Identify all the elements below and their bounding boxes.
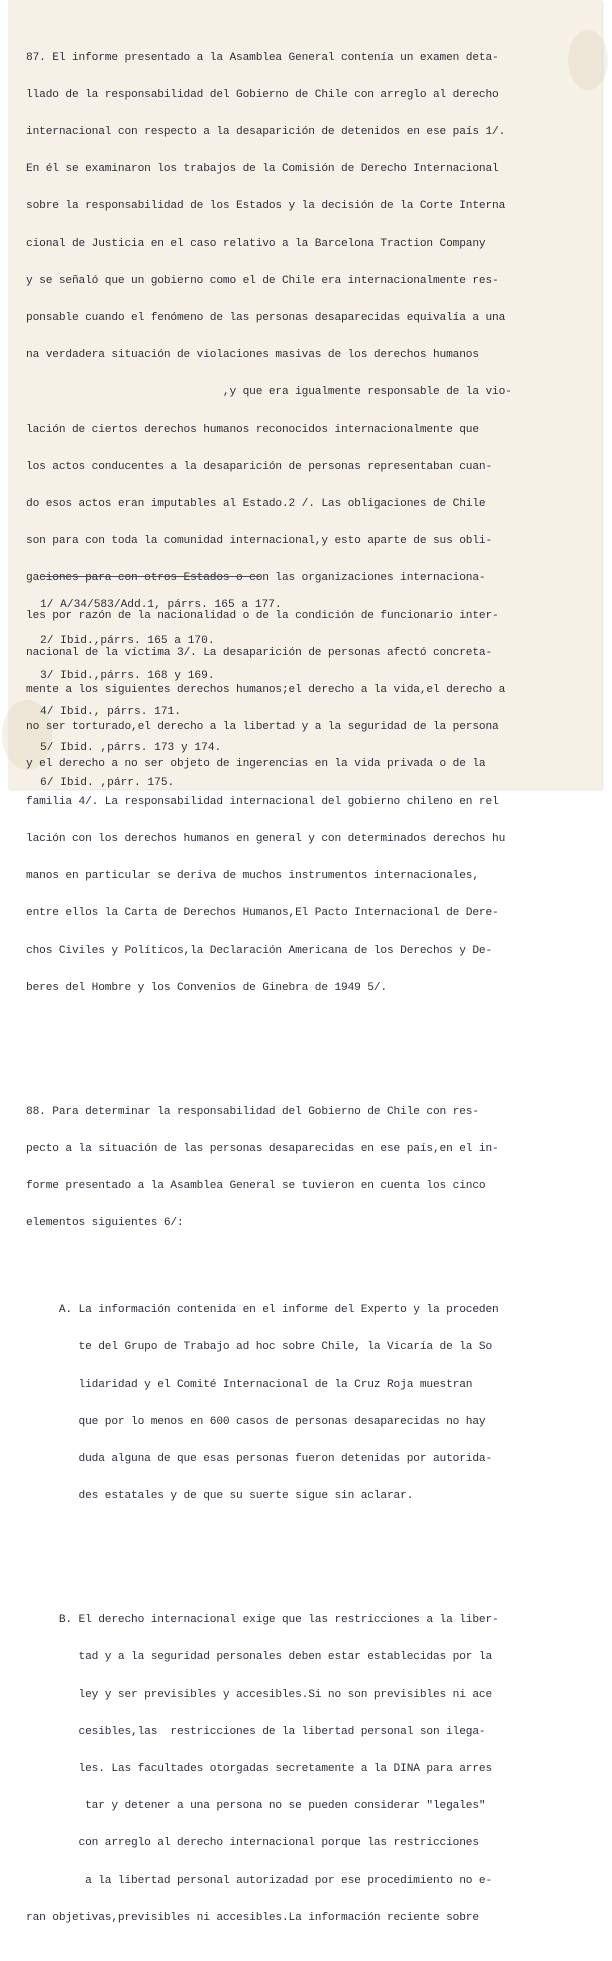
text-line: chos Civiles y Políticos,la Declaración Americana de los Derechos y De- (26, 944, 493, 957)
text-line: llado de la responsabilidad del Gobierno de Chile con arreglo al derecho (26, 88, 499, 101)
footnote-6: 6/ Ibid. ,párr. 175. (40, 777, 175, 790)
footnote-5: 5/ Ibid. ,párrs. 173 y 174. (40, 741, 222, 754)
footnote-1: 1/ A/34/583/Add.1, párrs. 165 a 177. (40, 599, 282, 612)
text-line: ponsable cuando el fenómeno de las personas desaparecidas equivalía a una (26, 312, 506, 325)
text-line: mente a los siguientes derechos humanos;el derecho a la vida,el derecho a (26, 684, 506, 697)
text-line: cional de Justicia en el caso relativo a la Barcelona Traction Company (26, 237, 486, 250)
text-line: B. El derecho internacional exige que las restricciones a la liber- (26, 1614, 499, 1627)
text-line: na verdadera situación de violaciones masivas de los derechos humanos (26, 349, 479, 362)
footnote-3: 3/ Ibid.,párrs. 168 y 169. (40, 670, 215, 683)
text-line: familia 4/. La responsabilidad internacional del gobierno chileno en rel (26, 795, 499, 808)
text-line: forme presentado a la Asamblea General se tuvieron en cuenta los cinco (26, 1180, 486, 1193)
text-line: y el derecho a no ser objeto de ingerencias en la vida privada o de la (26, 758, 486, 771)
text-line: ran objetivas,previsibles ni accesibles.La información reciente sobre (26, 1911, 479, 1924)
text-line: beres del Hombre y los Convenios de Ginebra de 1949 5/. (26, 981, 387, 994)
text-line: con arreglo al derecho internacional porque las restricciones (26, 1837, 479, 1850)
footnote-2: 2/ Ibid.,párrs. 165 a 170. (40, 634, 215, 647)
text-line: ley y ser previsibles y accesibles.Si no son previsibles ni ace (26, 1688, 493, 1701)
text-line: internacional con respecto a la desaparición de detenidos en ese país 1/. (26, 126, 506, 139)
paragraph-gap (26, 1044, 592, 1056)
text-line: A. La información contenida en el informe del Experto y la proceden (26, 1304, 499, 1317)
text-line: son para con toda la comunidad internacional,y esto aparte de sus obli- (26, 535, 493, 548)
text-line: do esos actos eran imputables al Estado.2 /. Las obligaciones de Chile (26, 498, 486, 511)
text-line: duda alguna de que esas personas fueron detenidas por autorida- (26, 1452, 493, 1465)
item-b (26, 1589, 592, 1949)
text-line: sobre la responsabilidad de los Estados y la decisión de la Corte Interna (26, 200, 506, 213)
document-body (26, 2, 592, 1961)
text-line: y se señaló que un gobierno como el de Chile era internacionalmente res- (26, 274, 499, 287)
text-line: En él se examinaron los trabajos de la Comisión de Derecho Internacional (26, 163, 499, 176)
text-line: manos en particular se deriva de muchos instrumentos internacionales, (26, 870, 479, 883)
text-line: 87. El informe presentado a la Asamblea General contenía un examen deta- (26, 51, 499, 64)
footnote-4: 4/ Ibid., párrs. 171. (40, 705, 181, 718)
text-line: lación de ciertos derechos humanos reconocidos internacionalmente que (26, 423, 479, 436)
text-line: los actos conducentes a la desaparición de personas representaban cuan- (26, 460, 493, 473)
text-line: 88. Para determinar la responsabilidad del Gobierno de Chile con res- (26, 1105, 479, 1118)
text-line: entre ellos la Carta de Derechos Humanos,El Pacto Internacional de Dere- (26, 907, 499, 920)
text-line: lidaridad y el Comité Internacional de la Cruz Roja muestran (26, 1378, 473, 1391)
text-line: elementos siguientes 6/: (26, 1217, 184, 1230)
text-line: a la libertad personal autorizadad por ese procedimiento no e- (26, 1874, 493, 1887)
item-a (26, 1279, 592, 1527)
text-line: les por razón de la nacionalidad o de la condición de funcionario inter- (26, 609, 499, 622)
text-line: te del Grupo de Trabajo ad hoc sobre Chile, la Vicaría de la So (26, 1341, 493, 1354)
paragraph-87 (26, 27, 592, 1019)
text-line: que por lo menos en 600 casos de personas desaparecidas no hay (26, 1415, 486, 1428)
text-line: tad y a la seguridad personales deben estar establecidas por la (26, 1651, 493, 1664)
footnotes (40, 577, 282, 802)
text-line: no ser torturado,el derecho a la libertad y a la seguridad de la persona (26, 721, 499, 734)
text-line: lación con los derechos humanos en general y con determinados derechos hu (26, 832, 506, 845)
text-line: nacional de la víctima 3/. La desaparición de personas afectó concreta- (26, 646, 493, 659)
text-line: gaciones para con otros Estados o con las organizaciones internaciona- (26, 572, 486, 585)
paragraph-gap (26, 1552, 592, 1564)
text-line: les. Las facultades otorgadas secretamente a la DINA para arres (26, 1763, 493, 1776)
paragraph-88 (26, 1081, 592, 1255)
text-line: ,y que era igualmente responsable de la vio- (26, 386, 512, 399)
text-line: cesibles,las restricciones de la libertad personal son ilega- (26, 1725, 486, 1738)
text-line: des estatales y de que su suerte sigue sin aclarar. (26, 1490, 414, 1503)
text-line: tar y detener a una persona no se pueden considerar "legales" (26, 1800, 486, 1813)
text-line: pecto a la situación de las personas desaparecidas en ese país,en el in- (26, 1142, 499, 1155)
